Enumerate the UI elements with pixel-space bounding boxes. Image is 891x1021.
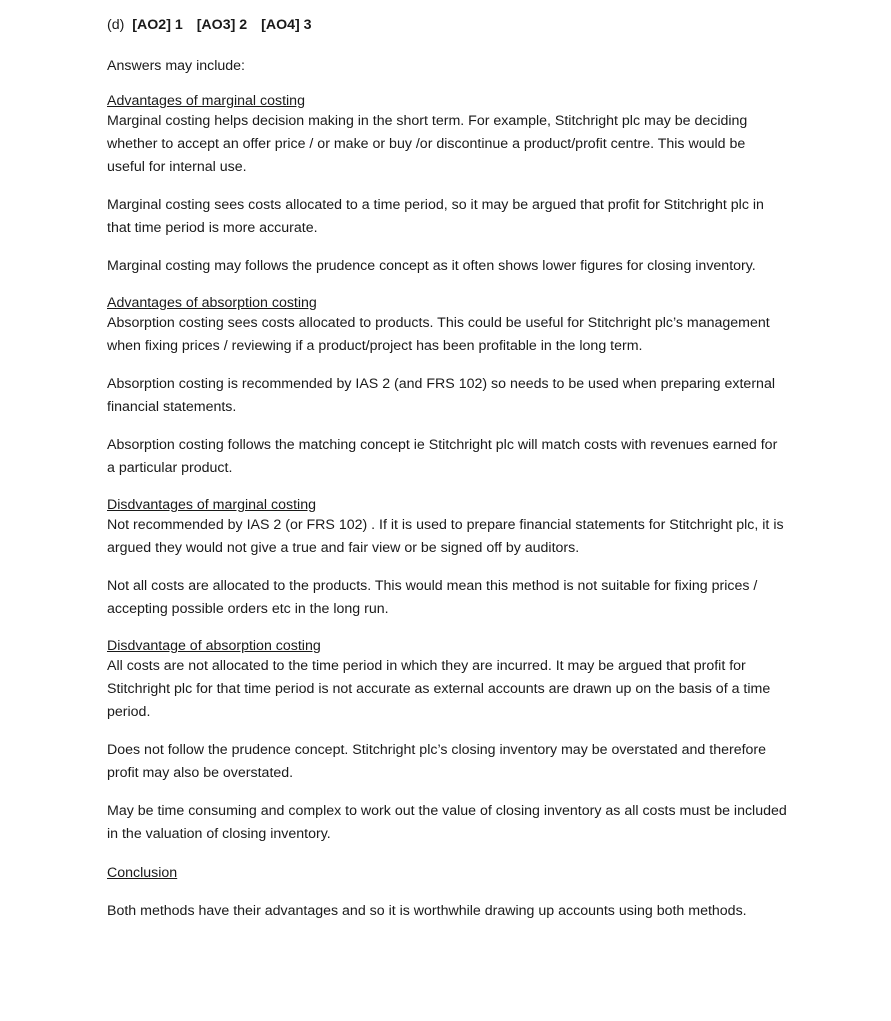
section-advantages-marginal — [107, 92, 787, 278]
paragraph: Absorption costing sees costs allocated to products. This could be useful for Stitchright plc’s management when fixing prices / reviewing if a product/project has been profitable in the long term. — [107, 315, 770, 354]
paragraph: May be time consuming and complex to work out the value of closing inventory as all costs must be included in the valuation of closing inventory. — [107, 803, 787, 842]
conclusion-text: Both methods have their advantages and so it is worthwhile drawing up accounts using both methods. — [107, 903, 747, 919]
section-disadvantages-marginal — [107, 496, 787, 621]
paragraph: All costs are not allocated to the time period in which they are incurred. It may be argued that profit for Stitchright plc for that time period is not accurate as external accounts are drawn up on the basis of a time period. — [107, 658, 771, 720]
mark-scheme-page — [107, 14, 787, 938]
paragraph: Absorption costing is recommended by IAS 2 (and FRS 102) so needs to be used when preparing external financial statements. — [107, 376, 775, 415]
paragraph: Not recommended by IAS 2 (or FRS 102) . If it is used to prepare financial statements for Stitchright plc, it is argued they would not give a true and fair view or be signed off by auditors. — [107, 517, 784, 556]
question-number: (d) — [107, 17, 125, 33]
paragraph: Marginal costing helps decision making in the short term. For example, Stitchright plc may be deciding whether to accept an offer price / or make or buy /or discontinue a product/profit centre. This would be useful for internal use. — [107, 113, 748, 175]
paragraph: Does not follow the prudence concept. Stitchright plc’s closing inventory may be overstated and therefore profit may also be overstated. — [107, 742, 767, 781]
section-disadvantage-absorption — [107, 637, 787, 846]
paragraph: Marginal costing sees costs allocated to a time period, so it may be argued that profit for Stitchright plc in that time period is more accurate. — [107, 197, 764, 236]
paragraph: Marginal costing may follows the prudence concept as it often shows lower figures for closing inventory. — [107, 258, 756, 274]
conclusion-heading: Conclusion — [107, 865, 178, 881]
intro-text: Answers may include: — [107, 58, 245, 74]
ao2-marks: [AO2] 1 — [132, 17, 183, 33]
paragraph: Absorption costing follows the matching concept ie Stitchright plc will match costs with revenues earned for a particular product. — [107, 437, 778, 476]
section-heading: Advantages of marginal costing — [107, 93, 305, 109]
ao4-marks: [AO4] 3 — [261, 17, 312, 33]
question-header — [107, 14, 787, 37]
ao3-marks: [AO3] 2 — [196, 17, 248, 33]
paragraph: Not all costs are allocated to the products. This would mean this method is not suitable for fixing prices / accepting possible orders etc in the long run. — [107, 578, 758, 617]
section-heading: Advantages of absorption costing — [107, 295, 317, 311]
section-advantages-absorption — [107, 294, 787, 480]
section-heading: Disdvantages of marginal costing — [107, 497, 316, 513]
section-heading: Disdvantage of absorption costing — [107, 638, 321, 654]
